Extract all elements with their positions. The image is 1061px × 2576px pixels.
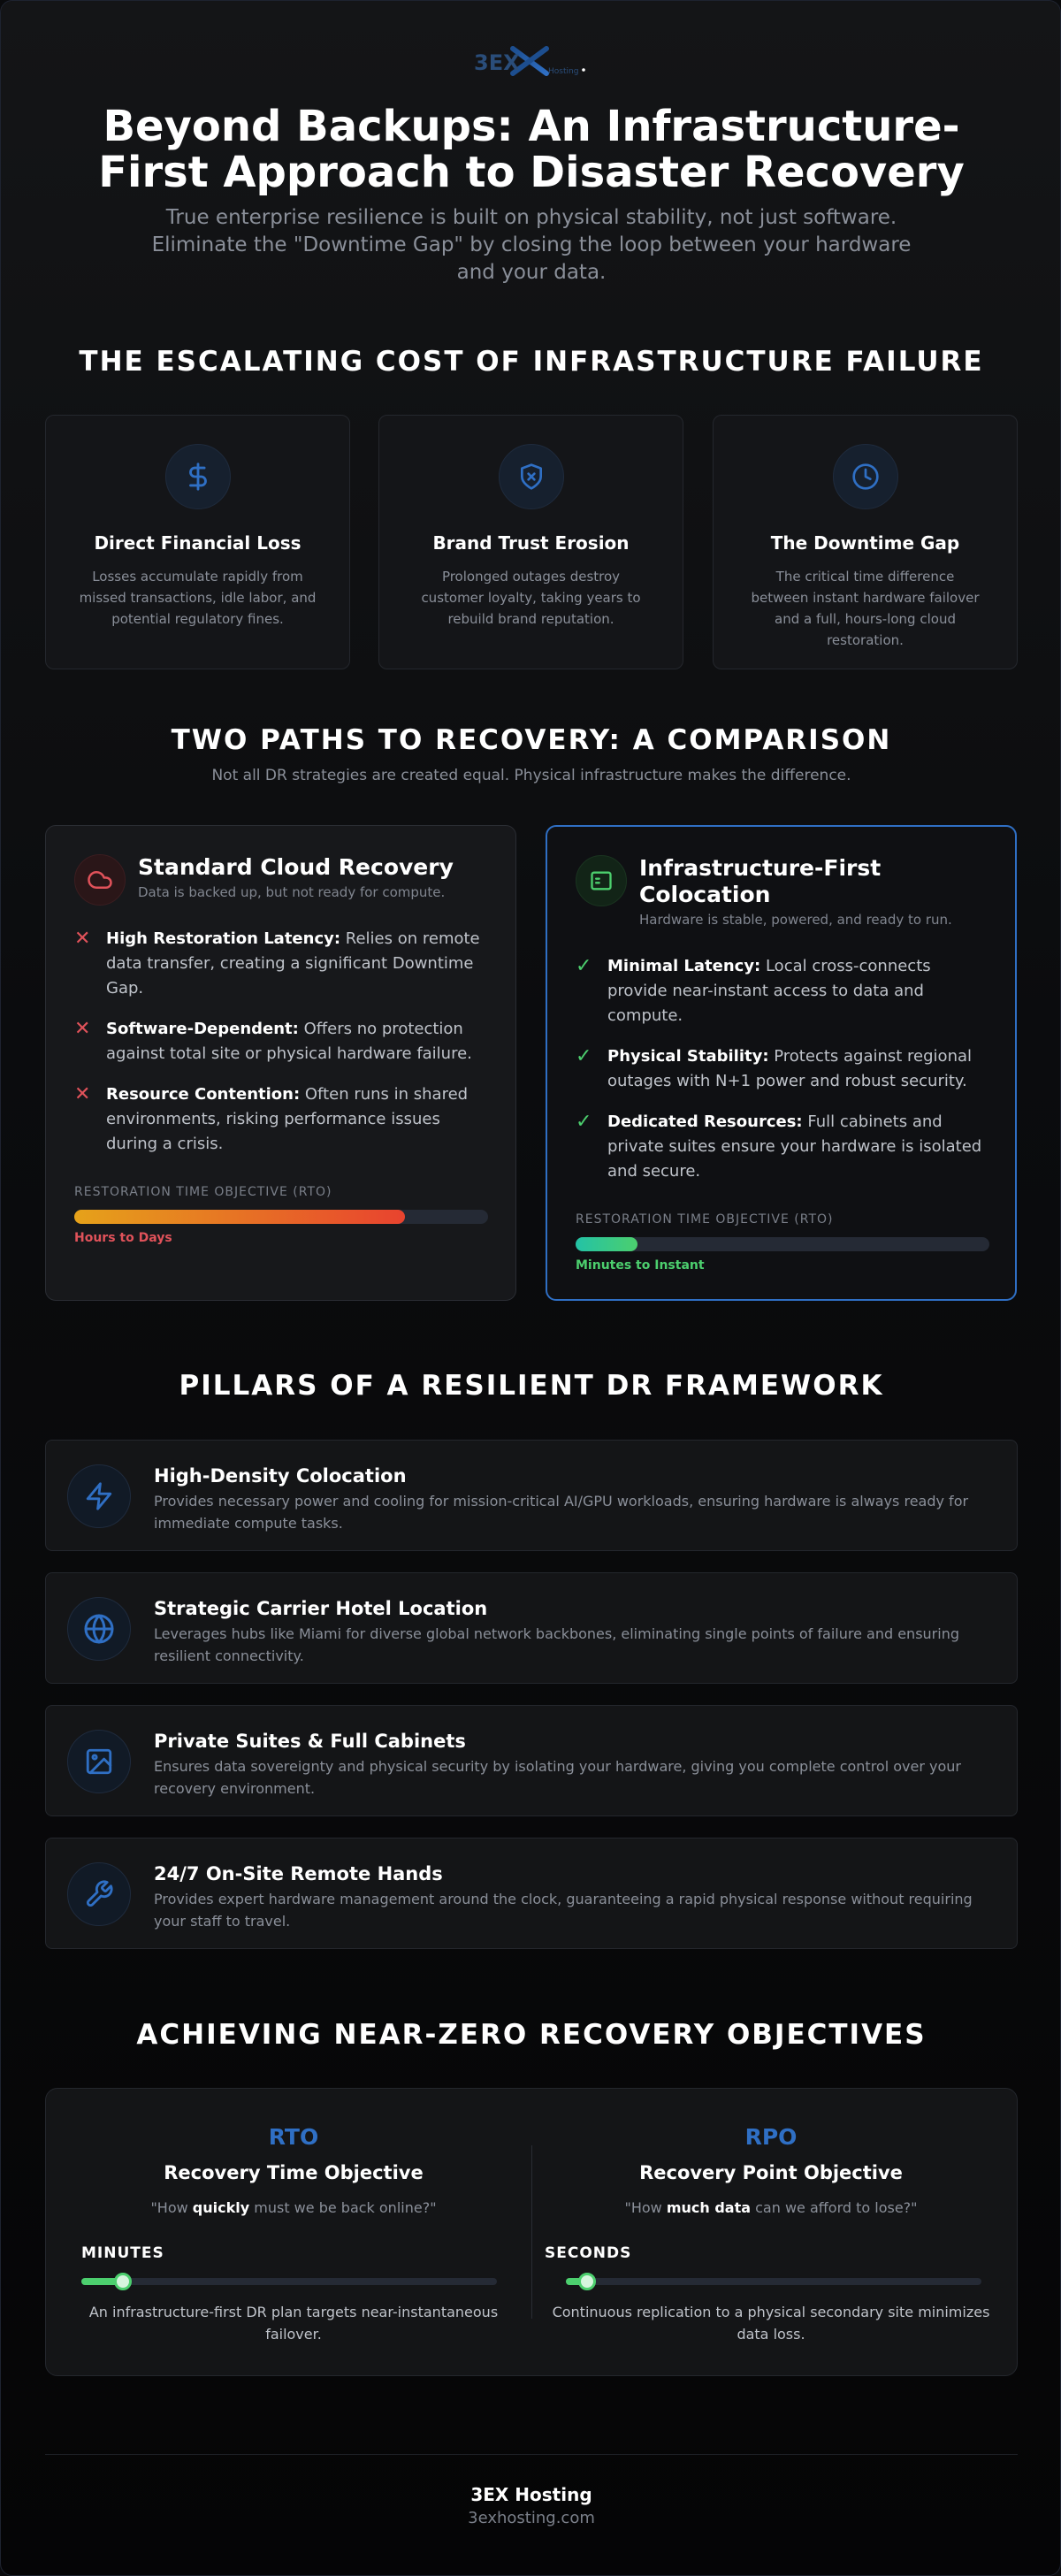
rto-label: RESTORATION TIME OBJECTIVE (RTO) bbox=[576, 1212, 834, 1227]
list-item: ✓ Dedicated Resources: Full cabinets and private suites ensure your hardware is isolated and secure. bbox=[576, 1111, 982, 1181]
objectives-section-title: ACHIEVING NEAR-ZERO RECOVERY OBJECTIVES bbox=[136, 2019, 927, 2051]
logo-text: 3EX bbox=[474, 50, 520, 75]
clock-icon bbox=[833, 444, 898, 509]
check-icon: ✓ bbox=[576, 1111, 592, 1133]
footer-divider bbox=[45, 2454, 1018, 2455]
image-icon bbox=[67, 1730, 131, 1793]
list-item: ✕ Resource Contention: Often runs in shared environments, risking performance issues during a crisis. bbox=[74, 1083, 469, 1153]
cost-card-brand bbox=[378, 415, 683, 669]
standard-cloud-card bbox=[45, 825, 516, 1301]
globe-icon bbox=[67, 1597, 131, 1661]
check-icon: ✓ bbox=[576, 955, 592, 977]
logo-small-text: Hosting bbox=[548, 67, 579, 76]
logo-mark-icon bbox=[474, 43, 589, 79]
wrench-icon bbox=[67, 1862, 131, 1926]
pillar-title: High-Density Colocation bbox=[154, 1465, 407, 1487]
divider bbox=[531, 2145, 532, 2319]
rto-abbr: RTO bbox=[268, 2124, 319, 2150]
lightning-icon bbox=[67, 1464, 131, 1528]
pillar-text: Provides necessary power and cooling for mission-critical AI/GPU workloads, ensuring hardware is always ready for immediate compute tasks. bbox=[154, 1493, 969, 1532]
x-mark-icon: ✕ bbox=[74, 928, 91, 950]
server-icon bbox=[576, 855, 627, 906]
comparison-section-title: TWO PATHS TO RECOVERY: A COMPARISON bbox=[171, 724, 892, 756]
cloud-icon bbox=[74, 854, 126, 906]
pillar-carrier-hotel bbox=[45, 1572, 1018, 1684]
cost-card-title: The Downtime Gap bbox=[770, 532, 960, 554]
rto-slider-track bbox=[81, 2278, 497, 2285]
pillar-text: Leverages hubs like Miami for diverse global network backbones, eliminating single points of failure and ensuring resilient connectivity. bbox=[154, 1625, 959, 1664]
rto-column bbox=[64, 2124, 523, 2216]
drawback-list bbox=[74, 927, 490, 1173]
cost-card-title: Direct Financial Loss bbox=[94, 532, 302, 554]
cost-card-title: Brand Trust Erosion bbox=[432, 532, 630, 554]
rto-bar-track bbox=[74, 1210, 488, 1224]
infrastructure-first-card bbox=[546, 825, 1017, 1301]
objectives-card bbox=[45, 2088, 1018, 2376]
cost-card-text: Losses accumulate rapidly from missed transactions, idle labor, and potential regulatory fines. bbox=[79, 569, 317, 627]
rpo-unit-label: SECONDS bbox=[545, 2244, 632, 2262]
rto-full-name: Recovery Time Objective bbox=[164, 2162, 424, 2183]
pillar-title: Strategic Carrier Hotel Location bbox=[154, 1598, 488, 1619]
x-mark-icon: ✕ bbox=[74, 1018, 91, 1040]
brand-logo[interactable] bbox=[1, 43, 1061, 79]
pillar-title: 24/7 On-Site Remote Hands bbox=[154, 1863, 443, 1884]
check-icon: ✓ bbox=[576, 1045, 592, 1067]
rpo-column bbox=[541, 2124, 1001, 2216]
pillar-text: Provides expert hardware management around the clock, guaranteeing a rapid physical response without requiring your staff to travel. bbox=[154, 1891, 973, 1930]
rpo-slider-knob bbox=[578, 2273, 596, 2290]
pillar-remote-hands bbox=[45, 1838, 1018, 1949]
cost-card-financial bbox=[45, 415, 350, 669]
benefit-list bbox=[576, 954, 991, 1200]
card-tagline: Hardware is stable, powered, and ready to run. bbox=[639, 912, 952, 928]
list-item: ✓ Physical Stability: Protects against regional outages with N+1 power and robust security. bbox=[576, 1045, 973, 1090]
rpo-slider-track bbox=[566, 2278, 981, 2285]
footer-website-link[interactable]: 3exhosting.com bbox=[468, 2509, 595, 2527]
cost-section-title: THE ESCALATING COST OF INFRASTRUCTURE FAILURE bbox=[79, 346, 984, 378]
rto-unit-label: MINUTES bbox=[81, 2244, 164, 2262]
rto-caption: Hours to Days bbox=[74, 1231, 172, 1245]
page-title: Beyond Backups: An Infrastructure-First Approach to Disaster Recovery bbox=[98, 102, 965, 197]
cost-card-text: The critical time difference between instant hardware failover and a full, hours-long cloud restoration. bbox=[751, 569, 980, 648]
pillar-text: Ensures data sovereignty and physical security by isolating your hardware, giving you complete control over your recovery environment. bbox=[154, 1758, 961, 1797]
rpo-abbr: RPO bbox=[744, 2124, 798, 2150]
shield-x-icon bbox=[499, 444, 564, 509]
cost-card-downtime bbox=[713, 415, 1018, 669]
list-item: ✕ Software-Dependent: Offers no protection against total site or physical hardware failure. bbox=[74, 1018, 472, 1063]
list-item: ✕ High Restoration Latency: Relies on remote data transfer, creating a significant Downtime Gap. bbox=[74, 928, 480, 998]
pillar-high-density bbox=[45, 1440, 1018, 1551]
card-title: Infrastructure-First Colocation bbox=[639, 855, 882, 907]
rto-label: RESTORATION TIME OBJECTIVE (RTO) bbox=[74, 1185, 332, 1199]
rto-slider-knob bbox=[114, 2273, 132, 2290]
card-title: Standard Cloud Recovery bbox=[138, 854, 454, 880]
page-subtitle: True enterprise resilience is built on physical stability, not just software. Eliminate the "Downtime Gap" by closing the loop between your hardware and your data. bbox=[151, 206, 912, 284]
pillar-private-suites bbox=[45, 1705, 1018, 1816]
comparison-section-subtitle: Not all DR strategies are created equal. Physical infrastructure makes the difference. bbox=[211, 767, 851, 784]
pillars-section-title: PILLARS OF A RESILIENT DR FRAMEWORK bbox=[179, 1370, 884, 1402]
rpo-question: "How much data can we afford to lose?" bbox=[624, 2199, 918, 2216]
rpo-note: Continuous replication to a physical secondary site minimizes data loss. bbox=[552, 2304, 990, 2343]
cost-card-text: Prolonged outages destroy customer loyalty, taking years to rebuild brand reputation. bbox=[421, 569, 641, 627]
list-item: ✓ Minimal Latency: Local cross-connects provide near-instant access to data and compute. bbox=[576, 955, 931, 1025]
rto-note: An infrastructure-first DR plan targets near-instantaneous failover. bbox=[88, 2304, 499, 2343]
dollar-icon bbox=[165, 444, 231, 509]
pillar-title: Private Suites & Full Cabinets bbox=[154, 1731, 466, 1752]
rto-question: "How quickly must we be back online?" bbox=[150, 2199, 437, 2216]
rto-bar-track bbox=[576, 1237, 989, 1251]
footer-company-name: 3EX Hosting bbox=[470, 2484, 592, 2505]
rpo-full-name: Recovery Point Objective bbox=[639, 2162, 903, 2183]
rto-caption: Minutes to Instant bbox=[576, 1258, 705, 1273]
x-mark-icon: ✕ bbox=[74, 1083, 91, 1105]
rto-bar-fill bbox=[74, 1210, 405, 1224]
card-tagline: Data is backed up, but not ready for compute. bbox=[138, 884, 446, 900]
rto-bar-fill bbox=[576, 1237, 637, 1251]
